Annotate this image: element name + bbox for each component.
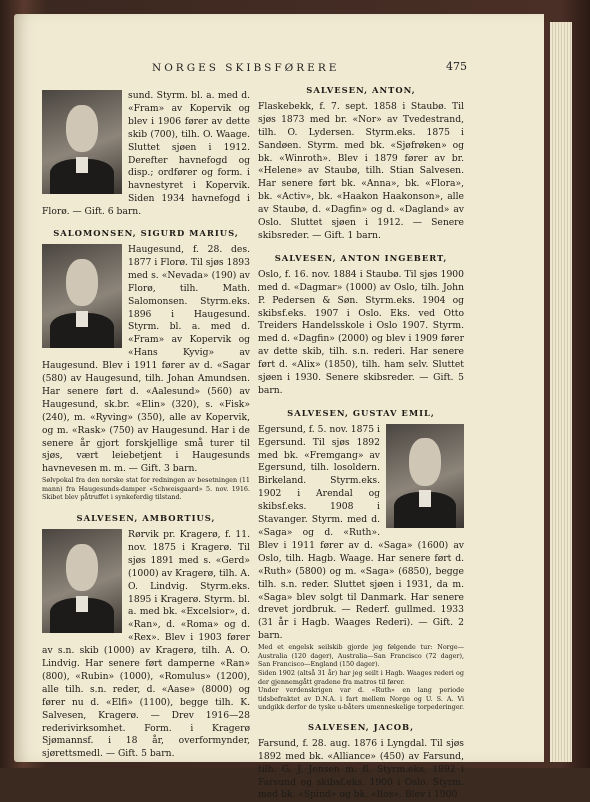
entry-name: SALVESEN, ANTON INGEBERT, [274, 252, 448, 263]
entry-text: Egersund, f. 5. nov. 1875 i Egersund. Til sjøs 1892 med bk. «Fremgang» av Egersund, tilh. losoldern. Birkeland. Styrm.eks. 1902 i Arendal og skibsf.eks. 1908 i Stavanger. Styrm. med d. «Saga» og d. «Ruth». Blev i 1911 fører av d. «Saga» (1600) av Oslo, tilh. Hagb. Waage. Har senere ført d. «Ruth» (5800) og m. «Saga» (6850), begge tilh. s.n. reder. Sluttet sjøen i 1931, da m. «Saga» blev solgt til Danmark. Har senere drevet jordbruk. — Rederf. gullmed. 1933 (31 år i Hagb. Waages Rederi). — Gift. 2 barn. [258, 423, 464, 642]
portrait-photo [42, 90, 122, 194]
entry-note: Siden 1902 (altså 31 år) har jeg seilt i Hagb. Waages rederi og der gjennemgått gradene fra matros til fører. [258, 668, 464, 686]
entry-text: Flaskebekk, f. 7. sept. 1858 i Staubø. Til sjøs 1873 med br. «Nor» av Tvedestrand, tilh. O. Lydersen. Styrm.eks. 1875 i Sandøen. Styrm. med bk. «Sjøfrøken» og bk. «Winroth». Blev i 1879 fører av br. «Helene» av Staubø, tilh. Stian Salvesen. Har senere ført bk. «Anna», bk. «Flora», bk. «Activ», bk. «Haakon Haakonson», alle av Staubø, d. «Dagfin» og d. «Dagland» av Oslo. Sluttet sjøen i 1912. — Senere skibsreder. — Gift. 1 barn. [258, 100, 464, 241]
entry-name: SALVESEN, JACOB, [307, 721, 415, 732]
page-edges [550, 22, 572, 762]
portrait-photo [42, 529, 122, 633]
entry-text: sund. Styrm. bl. a. med d. «Fram» av Kopervik og blev i 1906 fører av dette skib (700), tilh. O. Waage. Sluttet sjøen i 1912. Derefter havnefogd og disp.; ordfører og form. i havnestyret i Kopervik. Siden 1934 havnefogd i Florø. — Gift. 6 barn. [42, 90, 250, 218]
entry-text: Rørvik pr. Kragerø, f. 11. nov. 1875 i Kragerø. Til sjøs 1891 med s. «Gerd» (1000) av Kragerø, tilh. A. O. Lindvig. Styrm.eks. 1895 i Kragerø. Styrm. bl. a. med bk. «Excelsior», d. «Ran», d. «Roma» og d. «Rex». Blev i 1903 fører av s.n. skib (1000) av Kragerø, tilh. A. O. Lindvig. Har senere ført damperne «Ran» (800), «Rubin» (1000), «Romulus» (1200), alle tilh. s.n. reder, d. «Aase» (8000) og fører nu d. «Elfi» (1100), begge tilh. K. Salvesen, Kragerø. — Drev 1916—28 rederivirksomhet. Form. i Kragerø Sjømannsf. i 18 år, overformynder, sjørettsmedl. — Gift. 5 barn. [42, 528, 250, 760]
page-number: 475 [446, 60, 467, 73]
entry-note: Med et engelsk seilskib gjorde jeg følgende tur: Norge—Australia (120 dager), Australia—San Francisco (72 dager), San Francisco—England (150 dager). [258, 643, 464, 669]
left-column [42, 90, 250, 761]
portrait-photo [42, 244, 122, 348]
entry-text: Farsund, f. 28. aug. 1876 i Lyngdal. Til sjøs 1892 med bk. «Alliance» (450) av Farsund, tilh. G. J. Jensen m. fl. Styrm.eks. 1892 i Farsund og skibsf.eks. 1900 i Oslo. Styrm. med bk. «Spind» og bk. «Ilos». Blev i 1900 [258, 737, 464, 801]
entry-text: Oslo, f. 16. nov. 1884 i Staubø. Til sjøs 1900 med d. «Dagmar» (1000) av Oslo, tilh. John P. Pedersen & Søn. Styrm.eks. 1904 og skibsf.eks. 1907 i Oslo. Eks. ved Otto Treiders Handelsskole i Oslo 1907. Styrm. med d. «Dagfin» (2000) og blev i 1909 fører av dette skib, tilh. s.n. rederi. Har senere ført d. «Alix» (1850), tilh. ham selv. Sluttet sjøen i 1930. Senere skibsreder. — Gift. 5 barn. [258, 268, 464, 396]
running-header: NORGES SKIBSFØRERE [152, 62, 340, 74]
portrait-photo [386, 424, 464, 528]
entry-text: Haugesund, f. 28. des. 1877 i Florø. Til sjøs 1893 med s. «Nevada» (190) av Florø, tilh. Math. Salomonsen. Styrm.eks. 1896 i Haugesund. Styrm. bl. a. med d. «Fram» av Kopervik og «Hans Kyvig» av Haugesund. Blev i 1911 fører av d. «Sagar (580) av Haugesund, tilh. Johan Amundsen. Har senere ført d. «Aalesund» (560) av Haugesund, sk.br. «Elin» (320), s. «Fisk» (240), m. «Ryving» (350), alle av Kopervik, og m. «Rask» (750) av Haugesund. Har i de senere år gjort forskjellige små turer til sjøs, vært leiebetjent i Haugesunds havnevesen m. m. — Gift. 3 barn. [42, 243, 250, 475]
entry-name: SALVESEN, GUSTAV EMIL, [287, 407, 435, 418]
entry-note: Sølvpokal fra den norske stat for redningen av besetningen (11 mann) fra Haugesunds-damper «Schweisgaard» 5. nov. 1916. Skibet blev påtruffet i synkeferdig tilstand. [42, 476, 250, 502]
entry-name: SALVESEN, AMBORTIUS, [76, 513, 216, 524]
right-column [258, 84, 464, 802]
entry-name: SALVESEN, ANTON, [306, 85, 416, 95]
entry-note: Under verdenskrigen var d. «Ruth» en lang periode tidsbefraktet av D.N.A. i fart mellem Norge og U. S. A. Vi undgikk derfor de tyske u-båters umenneskelige torpederinger. [258, 686, 464, 712]
entry-name: SALOMONSEN, SIGURD MARIUS, [53, 228, 239, 239]
